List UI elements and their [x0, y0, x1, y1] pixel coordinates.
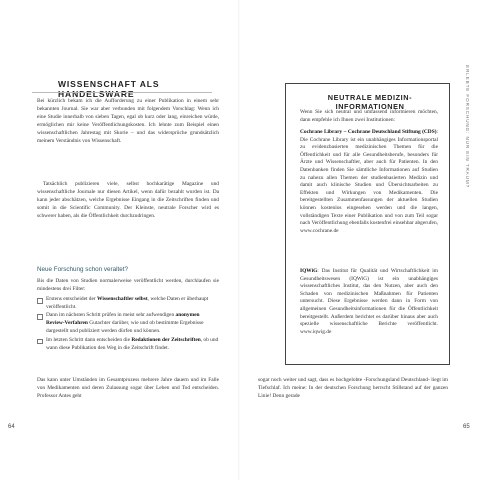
- bullet-prefix: Erstens entscheidet der: [46, 296, 98, 302]
- info-box: [285, 83, 450, 365]
- info-box-title: NEUTRALE MEDIZIN-INFORMATIONEN: [327, 93, 413, 111]
- iqwig-name: IQWiG: [300, 268, 318, 274]
- chapter-tab: [465, 65, 475, 235]
- section-heading: WISSENSCHAFT ALS HANDELSWARE: [58, 79, 160, 99]
- chapter-tab-label: ERLEBTE FORSCHUNG: NUR EIN TRAUM?: [465, 65, 470, 189]
- bullet-suffix: , welche Daten er überhaupt veröffentlicht.: [46, 296, 209, 310]
- bullet-bold: Redaktionen der Zeitschriften: [131, 336, 201, 343]
- iqwig-entry: [300, 268, 438, 336]
- body-paragraph-3: Das kann unter Umständen im Gesamtprozess mehrere Jahre dauern und im Falle von Medikamenten und deren Zulassung sogar über Leben und Tod entscheiden. Professor Antes geht: [37, 377, 219, 399]
- info-box-intro: Wenn Sie sich neutral und umfassend informieren möchten, dann empfehle ich Ihnen zwei Institutionen:: [300, 109, 438, 123]
- iqwig-text: : Das Institut für Qualität und Wirtschaftlichkeit im Gesundheitswesen (IQWiG) ist ein unabhängiges wissenschaftliches Institut, das den Nutzen, aber auch den Schaden von medizinischen Maßnahmen für Patienten untersucht. Diese Ergebnisse werden dann in Form von allgemeinen Gesundheitsinformationen für die Öffentlichkeit bereitgestellt. Außerdem berichtet es darüber hinaus aber auch spezielle wissenschaftliche Berichte veröffentlicht. www.iqwig.de: [300, 268, 438, 335]
- bullet-suffix: Gutachter darüber, wie und ob bestimmte Ergebnisse dargestellt und publiziert werden dürfen und können.: [46, 320, 204, 335]
- checkbox-icon: [37, 298, 43, 304]
- list-item: [37, 312, 219, 336]
- heading-rule: [32, 92, 212, 93]
- right-body-text: sogar noch weiter und sagt, dass es hochgelobte -Forschungsland Deutschland- liegt im Tiefschlaf. Ich meine: In der deutschen Forschung herrscht Stillstand auf der ganzen Linie! Denn gerade: [258, 377, 448, 399]
- bullet-bold: Wissenschaftler selbst: [97, 296, 148, 302]
- bullet-prefix: Dann im nächsten Schritt prüfen in meist sehr aufwendigen: [46, 312, 176, 319]
- page-number-right: 65: [463, 424, 470, 430]
- bullet-prefix: Im letzten Schritt dann entscheiden die: [46, 336, 132, 343]
- bullet-suffix: , ob und wann diese Publikation den Weg in die Zeitschrift findet.: [46, 336, 219, 351]
- cochrane-entry: [300, 129, 438, 235]
- body-paragraph-2: Tatsächlich publizieren viele, selbst hochkarätige Magazine und wissenschaftliche Journale nur diesen Artikel, wenn dafür bezahlt wurden ist. Da kann jeder abschätzen, welche Ergebnisse Eingang in die Zeitschriften finden und somit in die Scientific Community. Der Kleinste, neutrale Forscher wird es schwerer haben, als die Öffentlichkeit durchzudringen.: [37, 181, 219, 219]
- filter-intro: Bis die Daten von Studien normalerweise veröffentlicht werden, durchlaufen sie mindestens drei Filter:: [37, 278, 219, 292]
- body-paragraph-1: Bei kürzlich bekam ich die Aufforderung zu einer Publikation in einem sehr bekannten Journal. Sie war aber verbunden mit folgendem Vorschlag: Wenn ich eine Studie innerhalb von sieben Tagen, egal ob kurz oder lang, einreichen würde, ermöglichen mir keine Veröffentlichungskosten. Ich lehnte zum Beispiel einen wissenschaftlichen Jahrestag mit Skorie – und das widersprüche grundsätzlich meinem Verständnis von Wissenschaft.: [37, 98, 219, 144]
- cochrane-name: Cochrane Library – Cochrane Deutschland Stiftung (CDS): [300, 129, 437, 135]
- list-item: [37, 296, 219, 312]
- bullet-bold: anonymen Review-Verfahren: [46, 312, 200, 327]
- checkbox-icon: [37, 339, 43, 345]
- subheading: Neue Forschung schon veraltet?: [37, 266, 129, 273]
- list-item: [37, 337, 219, 353]
- filter-list: [37, 296, 219, 353]
- checkbox-icon: [37, 314, 43, 320]
- cochrane-text: : Die Cochrane Library ist ein unabhängiges Informationsportal zu evidenzbasierten medizinischen Themen für die Öffentlichkeit und für alle Gesundheitsberufe, besonders für Ärzte und Wissenschaftler, aber auch für Patienten. In den Datenbanken finden Sie sämtliche Informationen auf Studien zu nahezu allen Themen der studienbasierten Medizin und damit auch klinische Studien und Übersichtsarbeiten zu Effekten und Wirkungen von Medikamenten. Die bereitgestellten Zusammenfassungen der aktuellen Studien können kostenlos eingesehen werden und die langen, vollständigen Texte einer Publikation und von zum Teil sogar nach Veröffentlichung ebenfalls kostenfrei einsehbar abgerufen, www.cochrane.de: [300, 129, 438, 234]
- page-number-left: 64: [8, 424, 15, 430]
